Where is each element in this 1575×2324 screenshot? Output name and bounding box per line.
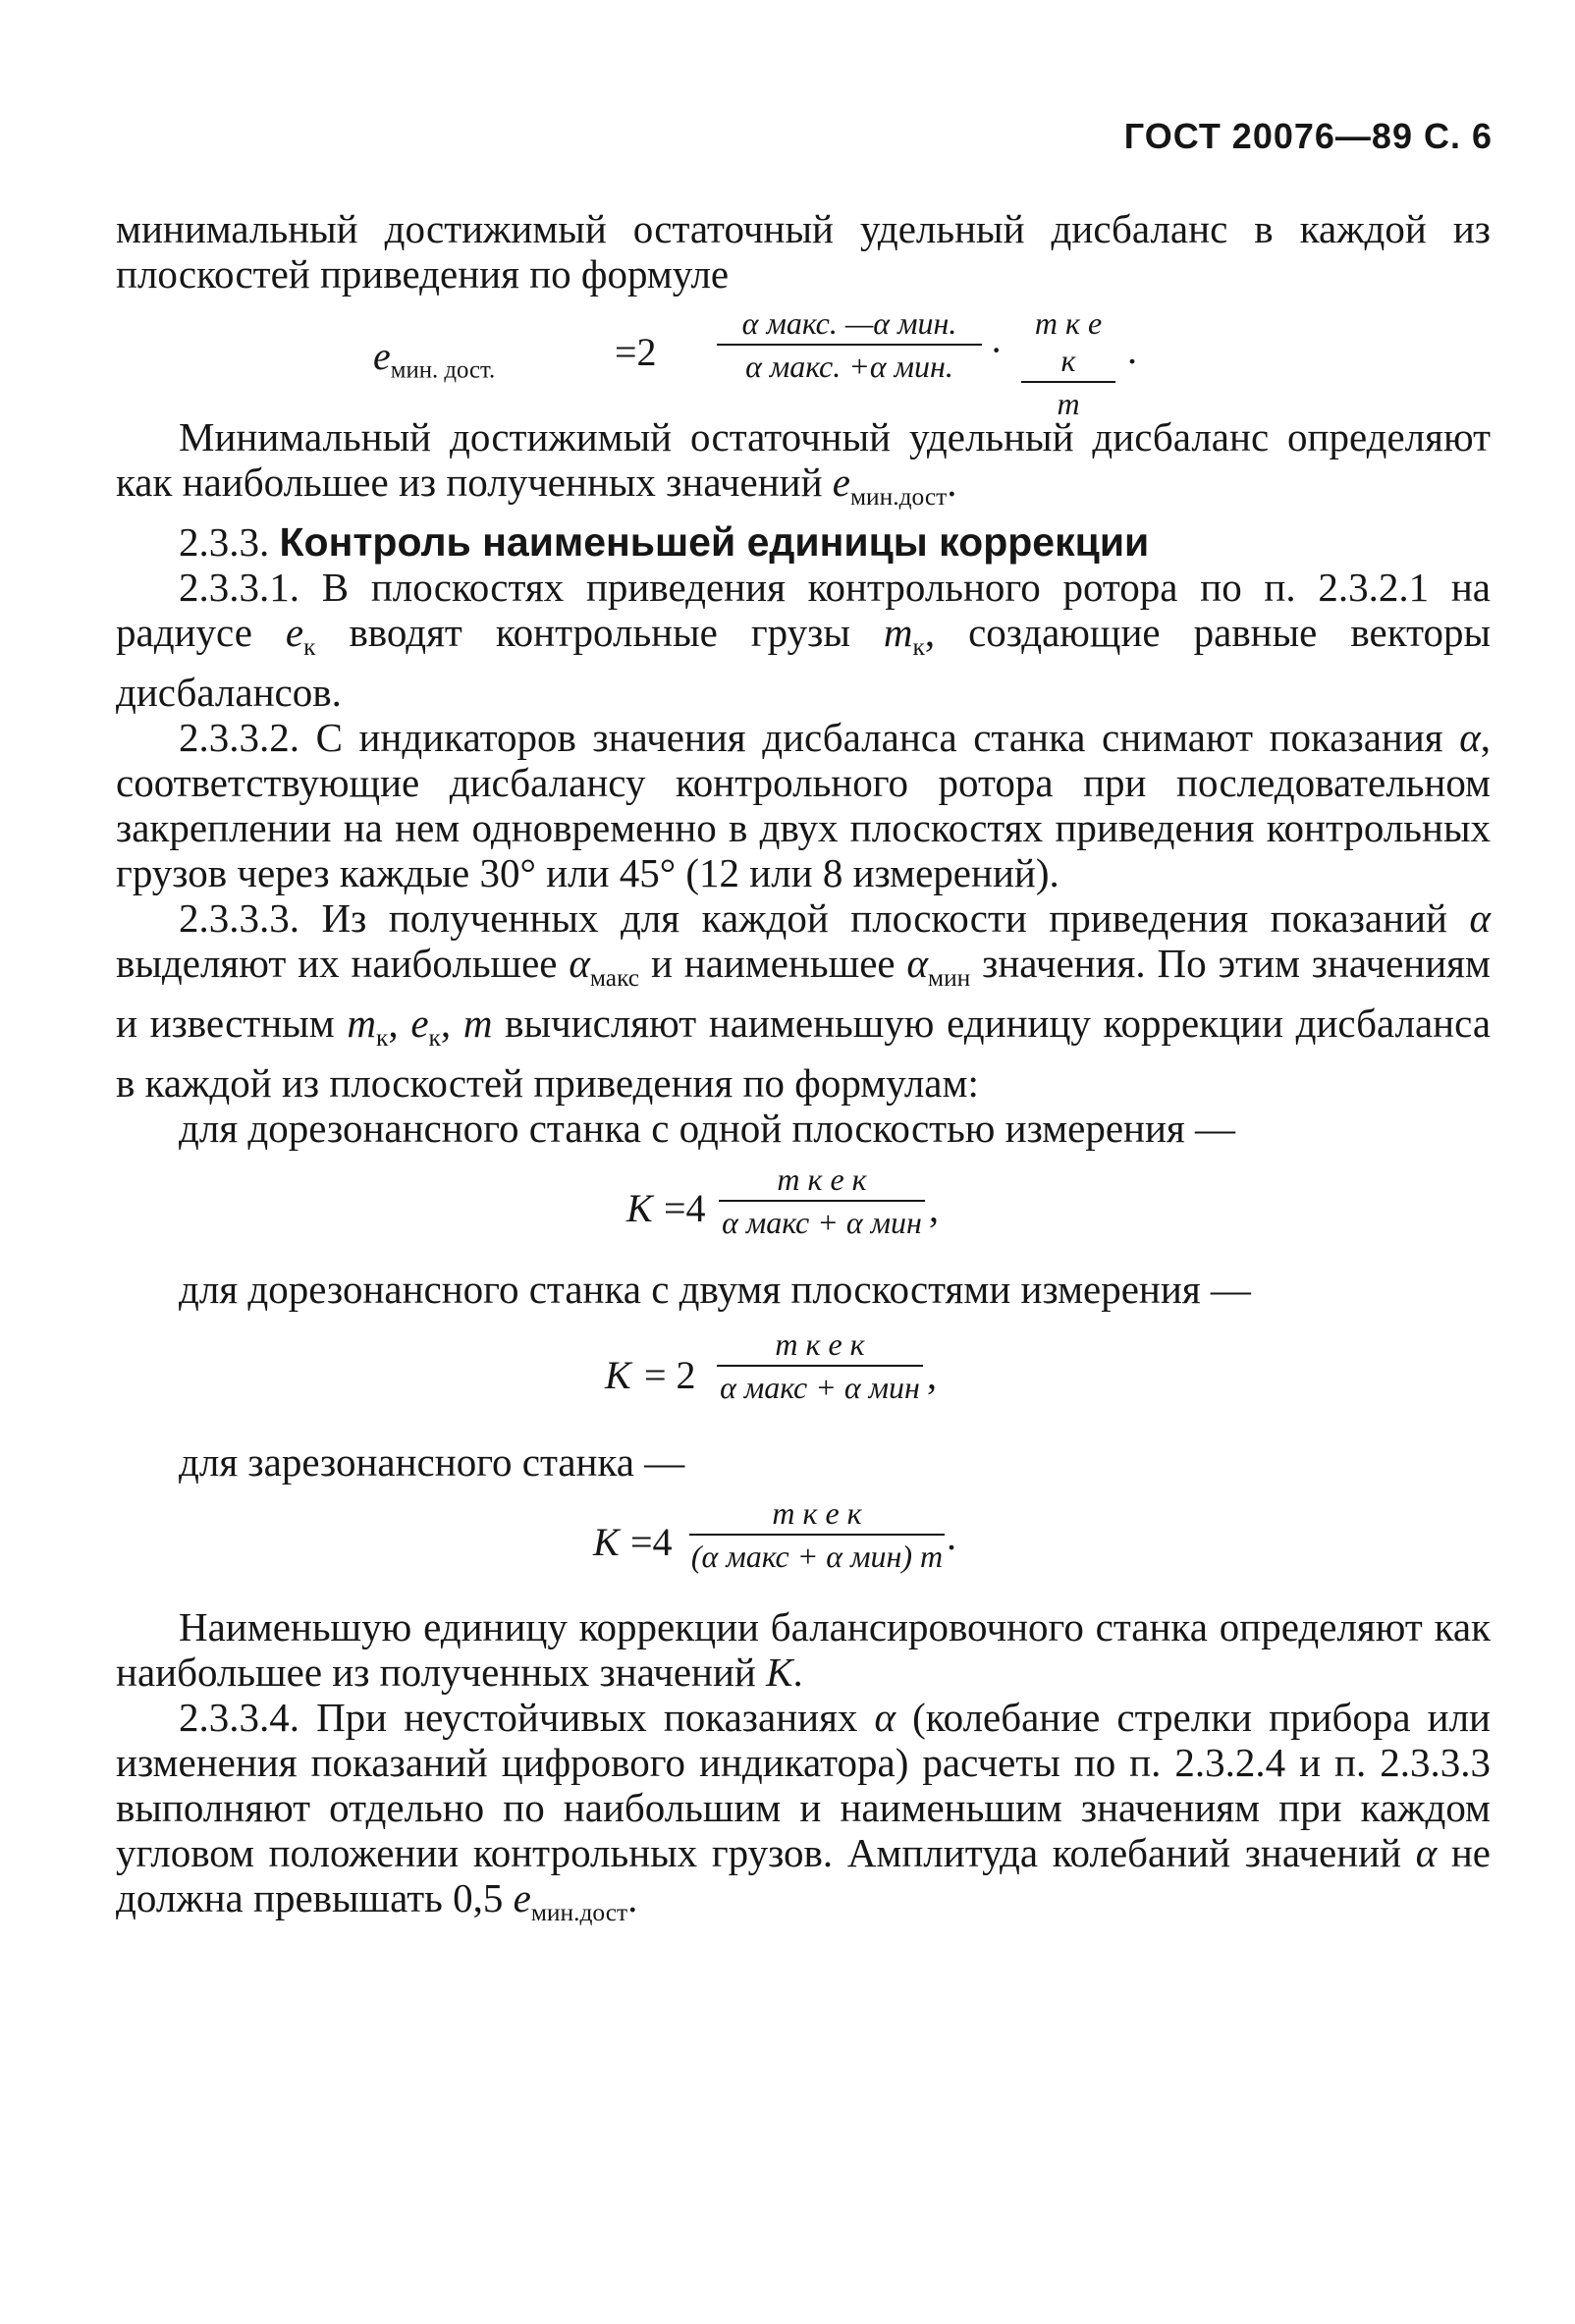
formula-k-end: , xyxy=(929,1185,939,1230)
formula-k-lhs: K xyxy=(593,1519,620,1564)
formula-equals: =2 xyxy=(615,330,657,374)
formula-k-eq: =4 xyxy=(664,1185,706,1230)
formula-dot: · xyxy=(990,328,1004,372)
clause-2-3-3-1: 2.3.3.1. В плоскостях приведения контрольного ротора по п. 2.3.2.1 на радиусе $e_к$ вводят контрольные грузы $m_к$, создающие равные векторы дисбалансов. xyxy=(116,564,1491,715)
paragraph-k-result: Наименьшую единицу коррекции балансировочного станка определяют как наибольшее из полученных значений K. xyxy=(116,1603,1491,1695)
formula-k-lhs: K xyxy=(626,1185,653,1230)
case-one-plane: для дорезонансного станка с одной плоскостью измерения — xyxy=(179,1105,1236,1151)
clause-2-3-3-3: 2.3.3.3. Из полученных для каждой плоскости приведения показаний α выделяют их наибольшее $\alpha_{макс}$ и наименьшее $\alpha_{мин}$ значения. По этим значениям и известным $m_к$, $e_к$, m вычисляют наименьшую единицу коррекции дисбаланса в каждой из плоскостей приведения по формулам: xyxy=(116,894,1492,1106)
formula-fraction-alpha: α макс. —α мин. α макс. +α мин. xyxy=(717,304,982,385)
formula-k-fraction: m к e к (α макс + α мин) m xyxy=(690,1494,944,1574)
case-two-planes: для дорезонансного станка с двумя плоскостями измерения — xyxy=(179,1266,1251,1312)
page-header: ГОСТ 20076—89 С. 6 xyxy=(1123,116,1493,156)
clause-2-3-3-4: 2.3.3.4. При неустойчивых показаниях α (колебание стрелки прибора или изменения показаний цифрового индикатора) расчеты по п. 2.3.2.4 и п. 2.3.3.3 выполняют отдельно по наибольшим и наименьшим значениям при каждом угловом положении контрольных грузов. Амплитуда колебаний значений α не должна превышать 0,5 $e_{мин.дост}$. xyxy=(116,1694,1492,1926)
clause-2-3-3-2: 2.3.3.2. С индикаторов значения дисбаланса станка снимают показания α, соответствующие дисбалансу контрольного ротора при последовательном закреплении на нем одновременно в двух плоскостях приведения контрольных грузов через каждые 30° или 45° (12 или 8 измерений). xyxy=(116,714,1491,895)
paragraph-intro: минимальный достижимый остаточный удельный дисбаланс в каждой из плоскостей приведения по формуле xyxy=(116,206,1491,297)
formula-k-supercritical xyxy=(116,1485,1491,1604)
formula-k-fraction: m к e к α макс + α мин xyxy=(717,1325,923,1406)
formula-k-eq: =4 xyxy=(630,1519,673,1564)
formula-fraction-mk: m к e к m xyxy=(1021,304,1115,422)
formula-k-two-planes xyxy=(116,1312,1491,1439)
formula-lhs: $e_{мин. дост.}$ xyxy=(373,334,496,384)
formula-k-end: . xyxy=(947,1513,956,1558)
formula-k-eq: = 2 xyxy=(644,1352,696,1397)
formula-k-fraction: m к e к α макс + α мин xyxy=(719,1161,925,1241)
document-body xyxy=(116,206,1491,1934)
case-supercritical: для зарезонансного станка — xyxy=(179,1438,685,1485)
formula-e-min xyxy=(116,297,1491,421)
formula-k-lhs: K xyxy=(605,1352,631,1397)
formula-k-one-plane xyxy=(116,1151,1491,1267)
paragraph-min-dost: Минимальный достижимый остаточный удельный дисбаланс определяют как наибольшее из полученных значений $e_{мин.дост}$. xyxy=(116,414,1491,511)
formula-k-end: , xyxy=(927,1352,937,1397)
section-heading-2-3-3: 2.3.3. Контроль наименьшей единицы коррекции xyxy=(179,518,1150,565)
formula-end: . xyxy=(1127,328,1137,372)
